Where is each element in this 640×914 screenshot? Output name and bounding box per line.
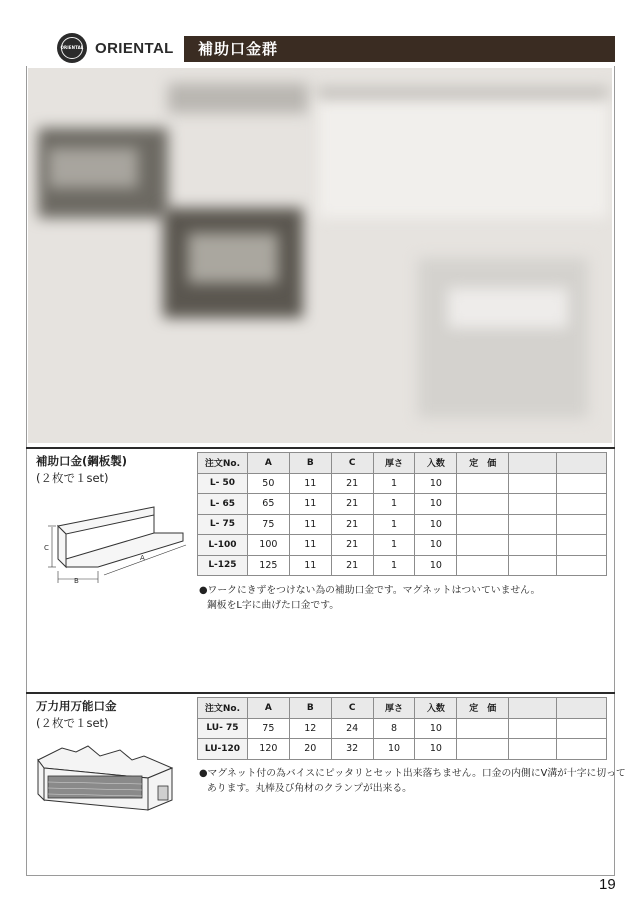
cell-c: 21 (331, 535, 373, 556)
cell-c: 21 (331, 555, 373, 576)
table-header-row (198, 453, 607, 474)
table-row (198, 739, 607, 760)
cell-b: 11 (289, 473, 331, 494)
section1-label: 補助口金(鋼板製) (36, 454, 128, 468)
dim-label-a: A (140, 554, 145, 562)
l-jaw-diagram (36, 493, 196, 588)
cell-b: 11 (289, 535, 331, 556)
col-header (557, 698, 607, 719)
cell-price (457, 514, 509, 535)
section2-spec-table (197, 697, 607, 760)
cell-thickness: 1 (373, 514, 415, 535)
cell-c: 32 (331, 739, 373, 760)
col-header: 厚さ (373, 453, 415, 474)
col-header: 入数 (415, 453, 457, 474)
cell-qty: 10 (415, 494, 457, 515)
table-row (198, 473, 607, 494)
jaw-vertical-face (58, 526, 66, 567)
cell-b: 20 (289, 739, 331, 760)
brand-name: ORIENTAL (95, 40, 174, 57)
section2-set-note: (２枚で１set) (36, 716, 109, 730)
dim-label-b: B (74, 577, 79, 585)
cell-c: 24 (331, 718, 373, 739)
table-row (198, 535, 607, 556)
col-header (557, 453, 607, 474)
col-header: A (247, 698, 289, 719)
cell-price (457, 473, 509, 494)
cell-price (457, 494, 509, 515)
cell-a: 75 (247, 514, 289, 535)
col-header: B (289, 453, 331, 474)
cell-price (457, 739, 509, 760)
section1-note-line2: 鋼板をL字に曲げた口金です。 (207, 600, 340, 611)
col-header: 厚さ (373, 698, 415, 719)
table-row (198, 718, 607, 739)
cell-price (457, 555, 509, 576)
cell-a: 120 (247, 739, 289, 760)
cell-qty: 10 (415, 555, 457, 576)
cell-price (457, 535, 509, 556)
col-header: C (331, 698, 373, 719)
section1-note-line1: ●ワークにきずをつけない為の補助口金です。マグネットはついていません。 (199, 585, 541, 596)
logo-text: ORIENTAL (60, 45, 84, 50)
cell-c: 21 (331, 494, 373, 515)
col-header: 定 価 (457, 453, 509, 474)
col-header: 注文No. (198, 453, 248, 474)
model-cell: L- 65 (198, 494, 248, 515)
blurred-photo-area (28, 68, 612, 443)
model-cell: LU- 75 (198, 718, 248, 739)
cell-a: 75 (247, 718, 289, 739)
table-row (198, 494, 607, 515)
model-cell: L- 50 (198, 473, 248, 494)
col-header (509, 698, 557, 719)
cell-b: 11 (289, 555, 331, 576)
table-row (198, 514, 607, 535)
page-number: 19 (599, 876, 616, 893)
cell-b: 12 (289, 718, 331, 739)
universal-jaw-diagram (32, 738, 192, 818)
cell-thickness: 10 (373, 739, 415, 760)
col-header: A (247, 453, 289, 474)
cell-thickness: 1 (373, 473, 415, 494)
cell-thickness: 8 (373, 718, 415, 739)
col-header: 定 価 (457, 698, 509, 719)
jaw-base-face (66, 533, 183, 567)
col-header: 入数 (415, 698, 457, 719)
jaw-front-face (38, 760, 44, 800)
model-cell: L-100 (198, 535, 248, 556)
cell-qty: 10 (415, 718, 457, 739)
cell-c: 21 (331, 473, 373, 494)
cell-b: 11 (289, 514, 331, 535)
section2-rule (26, 692, 615, 694)
section1-spec-table (197, 452, 607, 576)
cell-thickness: 1 (373, 555, 415, 576)
col-header (509, 453, 557, 474)
cell-a: 65 (247, 494, 289, 515)
jaw-side-clip (158, 786, 168, 800)
cell-a: 100 (247, 535, 289, 556)
table-row (198, 555, 607, 576)
col-header: C (331, 453, 373, 474)
section1-rule (26, 447, 615, 449)
cell-b: 11 (289, 494, 331, 515)
cell-qty: 10 (415, 739, 457, 760)
jaw-top-face (58, 507, 154, 534)
section2-label: 万力用万能口金 (36, 699, 117, 713)
cell-qty: 10 (415, 535, 457, 556)
section2-note-line2: あります。丸棒及び角材のクランプが出来る。 (207, 783, 412, 794)
section2-note-line1: ●マグネット付の為バイスにピッタリとセット出来落ちません。口金の内側にV溝が十字に切って (199, 768, 626, 779)
dim-label-c: C (44, 544, 49, 552)
magnet-strip (48, 776, 142, 798)
section1-set-note: (２枚で１set) (36, 471, 109, 485)
cell-qty: 10 (415, 514, 457, 535)
table-header-row (198, 698, 607, 719)
cell-thickness: 1 (373, 494, 415, 515)
cell-a: 125 (247, 555, 289, 576)
cell-thickness: 1 (373, 535, 415, 556)
col-header: B (289, 698, 331, 719)
cell-price (457, 718, 509, 739)
col-header: 注文No. (198, 698, 248, 719)
model-cell: L-125 (198, 555, 248, 576)
cell-c: 21 (331, 514, 373, 535)
cell-qty: 10 (415, 473, 457, 494)
model-cell: LU-120 (198, 739, 248, 760)
cell-a: 50 (247, 473, 289, 494)
section-title: 補助口金群 (198, 40, 279, 58)
model-cell: L- 75 (198, 514, 248, 535)
